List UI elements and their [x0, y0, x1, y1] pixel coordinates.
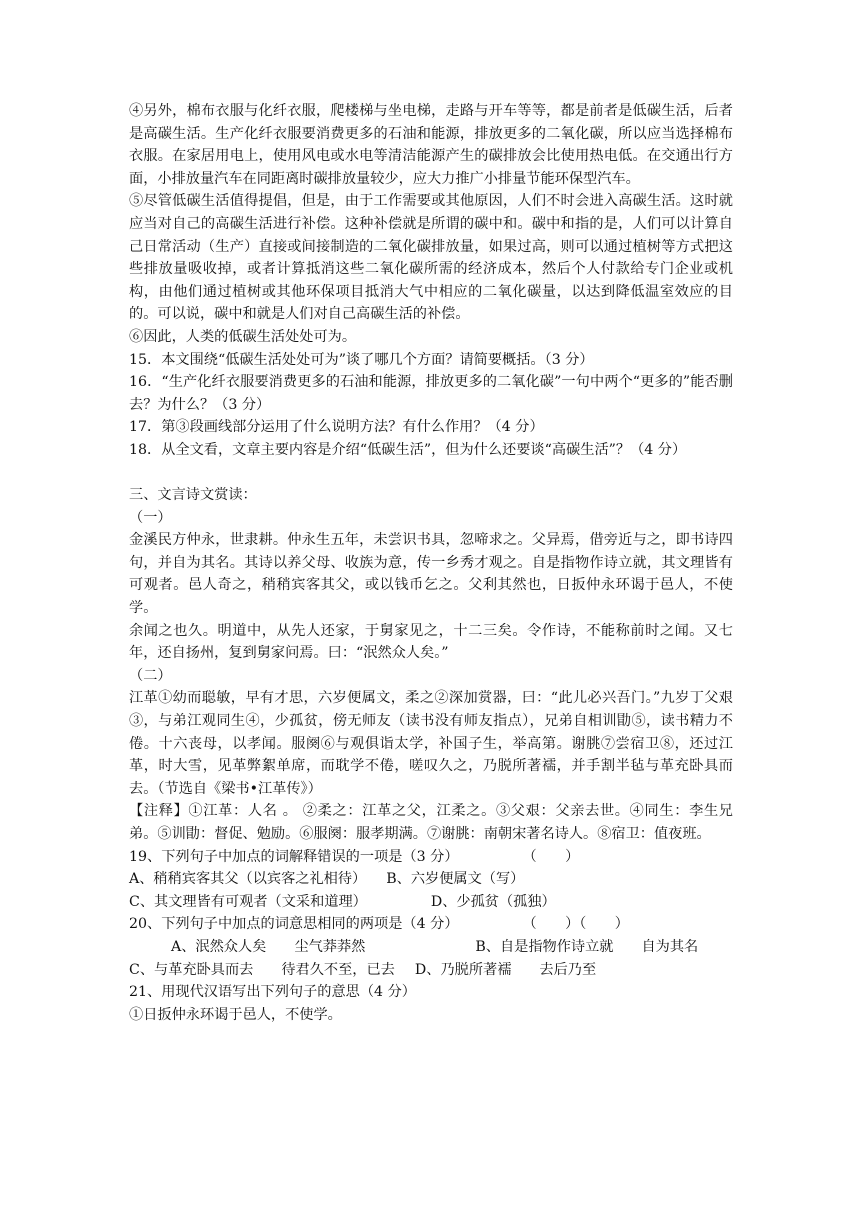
- passage-one-para-1: 金溪民方仲永，世隶耕。仲永生五年，未尝识书具，忽啼求之。父异焉，借旁近与之，即书诗四句，并自为其名。其诗以养父母、收族为意，传一乡秀才观之。自是指物作诗立就，其文理皆有可观者。邑人奇之，稍稍宾客其父，或以钱币乞之。父利其然也，日扳仲永环谒于邑人，不使学。: [129, 532, 733, 617]
- question-20: [129, 913, 733, 936]
- passage-one-para-2: 余闻之也久。明道中，从先人还家，于舅家见之，十二三矣。令作诗，不能称前时之闻。又七年，还自扬州，复到舅家问焉。曰：“泯然众人矣。”: [129, 622, 733, 662]
- option-20d-pair: 去后乃至: [539, 961, 597, 978]
- question-19-answer-blank: （ ）: [522, 848, 580, 865]
- question-21: 21、用现代汉语写出下列句子的意思（4 分）: [129, 984, 416, 1001]
- paragraph-4: ④另外，棉布衣服与化纤衣服，爬楼梯与坐电梯，走路与开车等等，都是前者是低碳生活，后者是高碳生活。生产化纤衣服要消费更多的石油和能源，排放更多的二氧化碳，所以应当选择棉布衣服。在家居用电上，使用风电或水电等清洁能源产生的碳排放会比使用热电低。在交通出行方面，小排放量汽车在同距离时碳排放量较少，应大力推广小排量节能环保型汽车。: [129, 103, 733, 187]
- question-17: 17．第③段画线部分运用了什么说明方法？有什么作用？（4 分）: [129, 419, 544, 436]
- question-20-options-ab: [129, 936, 733, 959]
- option-20b-pair: 自为其名: [641, 938, 699, 955]
- option-20c-pair: 待君久不至，已去: [281, 961, 395, 978]
- question-20-text: 20、下列句子中加点的词意思相同的两项是（4 分）: [129, 916, 459, 933]
- option-20c: C、与革充卧具而去: [129, 961, 254, 978]
- option-20a: A、泯然众人矣: [171, 938, 267, 955]
- option-19c: C、其文理皆有可观者（文采和道理）: [129, 893, 367, 910]
- blank-line: [129, 462, 733, 485]
- question-19-options-cd: [129, 891, 733, 914]
- question-18: 18．从全文看，文章主要内容是介绍“低碳生活”，但为什么还要谈“高碳生活”？（4 分）: [129, 441, 687, 458]
- annotations: 【注释】①江革：人名 。 ②柔之：江革之父，江柔之。③父艰：父亲去世。④同生：李生兄弟。⑤训勖：督促、勉励。⑥服阕：服孝期满。⑦谢朓：南朝宋著名诗人。⑧宿卫：值夜班。: [129, 803, 733, 842]
- option-19b: B、六岁便属文（写）: [386, 871, 525, 888]
- question-15: 15．本文围绕“低碳生活处处可为”谈了哪几个方面？请简要概括。（3 分）: [129, 351, 594, 368]
- option-19d: D、少孤贫（孤独）: [430, 893, 556, 910]
- question-19-text: 19、下列句子中加点的词解释错误的一项是（3 分）: [129, 848, 459, 865]
- document-body: [129, 100, 733, 1026]
- option-20a-pair: 尘气莽莽然: [294, 938, 366, 955]
- paragraph-6: ⑥因此，人类的低碳生活处处可为。: [129, 328, 357, 345]
- section-heading: 三、文言诗文赏读：: [129, 487, 257, 504]
- paragraph-5: ⑤尽管低碳生活值得提倡，但是，由于工作需要或其他原因，人们不时会进入高碳生活。这时就应当对自己的高碳生活进行补偿。这种补偿就是所谓的碳中和。碳中和指的是，人们可以计算自己日常活动（生产）直接或间接制造的二氧化碳排放量，如果过高，则可以通过植树等方式把这些排放量吸收掉，或者计算抵消这些二氧化碳所需的经济成本，然后个人付款给专门企业或机构，由他们通过植树或其他环保项目抵消大气中相应的二氧化碳量，以达到降低温室效应的目的。可以说，碳中和就是人们对自己高碳生活的补偿。: [129, 193, 733, 323]
- option-19a: A、稍稍宾客其父（以宾客之礼相待）: [129, 871, 367, 888]
- part-two-label: （二）: [129, 667, 172, 684]
- question-20-options-cd: [129, 959, 733, 982]
- question-16: 16．“生产化纤衣服要消费更多的石油和能源，排放更多的二氧化碳”一句中两个“更多的”能否删去？为什么？（3 分）: [129, 374, 733, 413]
- question-19-options-ab: [129, 868, 733, 891]
- part-one-label: （一）: [129, 509, 172, 526]
- question-19: [129, 846, 733, 869]
- question-21-item-1: ①日扳仲永环谒于邑人，不使学。: [129, 1006, 342, 1023]
- option-20d: D、乃脱所著襦: [414, 961, 512, 978]
- question-20-answer-blanks: （ ）（ ）: [522, 916, 629, 933]
- option-20b: B、自是指物作诗立就: [475, 938, 614, 955]
- passage-two: 江革①幼而聪敏，早有才思，六岁便属文，柔之②深加赏器，曰：“此儿必兴吾门。”九岁丁父艰③，与弟江观同生④，少孤贫，傍无师友（读书没有师友指点），兄弟自相训勖⑤，读书精力不倦。十六丧母，以孝闻。服阕⑥与观俱诣太学，补国子生，举高第。谢朓⑦尝宿卫⑧，还过江革，时大雪，见革弊絮单席，而耽学不倦，嗟叹久之，乃脱所著襦，并手割半毡与革充卧具而去。（节选自《梁书•江革传》）: [129, 690, 733, 797]
